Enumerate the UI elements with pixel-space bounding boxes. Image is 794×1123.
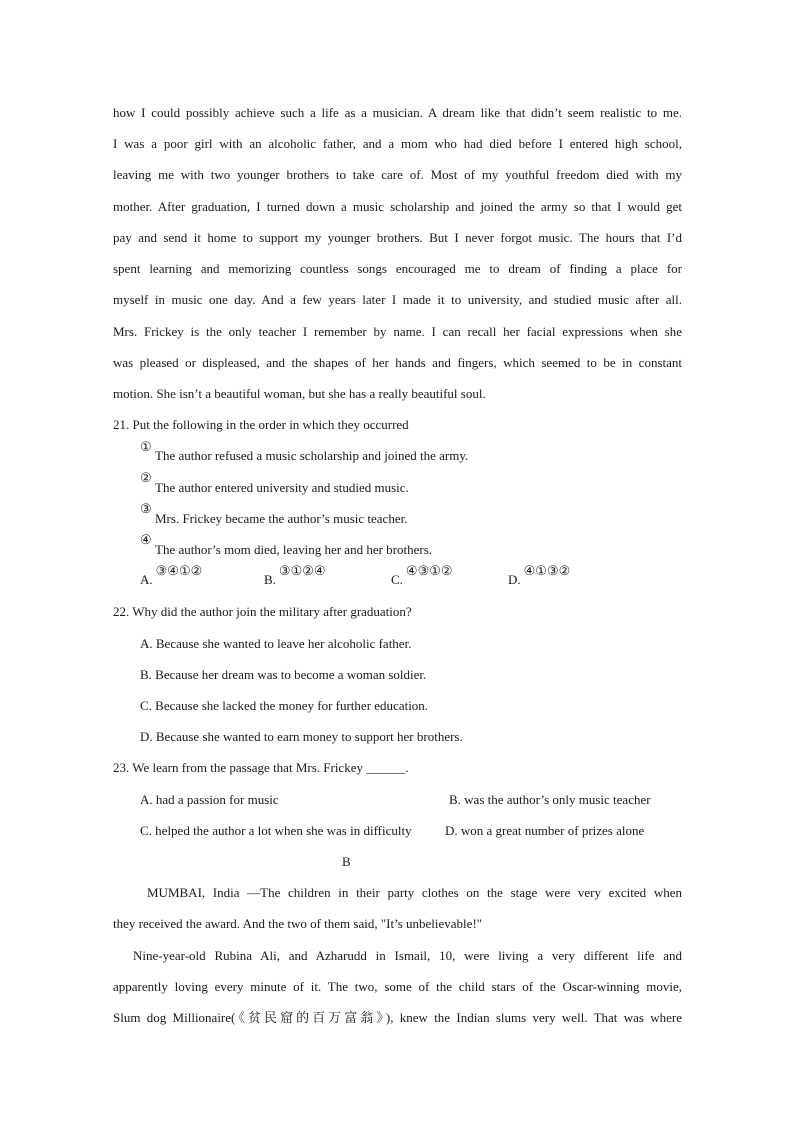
- passage-line: I was a poor girl with an alcoholic father, and a mom who had died before I entered high school,: [113, 136, 682, 151]
- option-b[interactable]: B. Because her dream was to become a woman soldier.: [140, 667, 427, 682]
- passage-line: how I could possibly achieve such a life as a musician. A dream like that didn’t seem realistic to me.: [113, 105, 682, 120]
- event-text: Mrs. Frickey became the author’s music teacher.: [155, 511, 408, 526]
- option-sequence: ③④①②: [155, 563, 203, 578]
- question-stem: 23. We learn from the passage that Mrs. Frickey ______.: [113, 760, 409, 775]
- option-a[interactable]: [140, 563, 203, 588]
- option-c[interactable]: C. helped the author a lot when she was in difficulty: [140, 823, 412, 838]
- option-a[interactable]: A. had a passion for music: [140, 792, 279, 807]
- passage-line: MUMBAI, India —The children in their party clothes on the stage were very excited when: [147, 885, 682, 900]
- passage-line: spent learning and memorizing countless songs encouraged me to dream of finding a place for: [113, 261, 682, 276]
- option-letter: B.: [264, 572, 276, 587]
- passage-line: myself in music one day. And a few years later I made it to university, and studied music after all.: [113, 292, 682, 307]
- passage-line: they received the award. And the two of them said, "It’s unbelievable!": [113, 916, 483, 931]
- option-c[interactable]: C. Because she lacked the money for further education.: [140, 698, 429, 713]
- question-stem: 21. Put the following in the order in which they occurred: [113, 417, 409, 432]
- event-text: The author’s mom died, leaving her and her brothers.: [155, 542, 433, 557]
- passage-line: Nine-year-old Rubina Ali, and Azharudd in Ismail, 10, were living a very different life and: [133, 948, 682, 963]
- event-marker: ②: [140, 470, 152, 485]
- event-marker: ③: [140, 501, 152, 516]
- passage-line: Slum dog Millionaire(《贫民窟的百万富翁》), knew the Indian slums very well. That was where: [113, 1010, 682, 1025]
- option-d[interactable]: D. won a great number of prizes alone: [445, 823, 645, 838]
- passage-line: leaving me with two younger brothers to take care of. Most of my youthful freedom died with my: [113, 167, 682, 182]
- option-letter: D.: [508, 572, 521, 587]
- option-letter: A.: [140, 572, 153, 587]
- option-c[interactable]: [391, 563, 453, 588]
- event-text: The author refused a music scholarship and joined the army.: [155, 448, 469, 463]
- option-sequence: ④③①②: [405, 563, 453, 578]
- passage-line: Mrs. Frickey is the only teacher I remember by name. I can recall her facial expressions when she: [113, 324, 682, 339]
- option-b[interactable]: [264, 563, 326, 588]
- passage-line: mother. After graduation, I turned down a music scholarship and joined the army so that I would get: [113, 199, 682, 214]
- passage-line: apparently loving every minute of it. The two, some of the child stars of the Oscar-winning movie,: [113, 979, 682, 994]
- passage-line: pay and send it home to support my younger brothers. But I never forgot music. The hours that I’d: [113, 230, 682, 245]
- option-a[interactable]: A. Because she wanted to leave her alcoholic father.: [140, 636, 412, 651]
- passage-line: motion. She isn’t a beautiful woman, but she has a really beautiful soul.: [113, 386, 486, 401]
- section-heading: B: [342, 854, 351, 869]
- option-d[interactable]: D. Because she wanted to earn money to support her brothers.: [140, 729, 463, 744]
- event-marker: ①: [140, 439, 152, 454]
- option-sequence: ③①②④: [278, 563, 326, 578]
- option-d[interactable]: [508, 563, 571, 588]
- event-text: The author entered university and studied music.: [155, 480, 409, 495]
- event-marker: ④: [140, 532, 152, 547]
- option-b[interactable]: B. was the author’s only music teacher: [449, 792, 651, 807]
- passage-line: was pleased or displeased, and the shapes of her hands and fingers, which seemed to be in constant: [113, 355, 682, 370]
- option-sequence: ④①③②: [523, 563, 571, 578]
- question-stem: 22. Why did the author join the military after graduation?: [113, 604, 412, 619]
- option-letter: C.: [391, 572, 403, 587]
